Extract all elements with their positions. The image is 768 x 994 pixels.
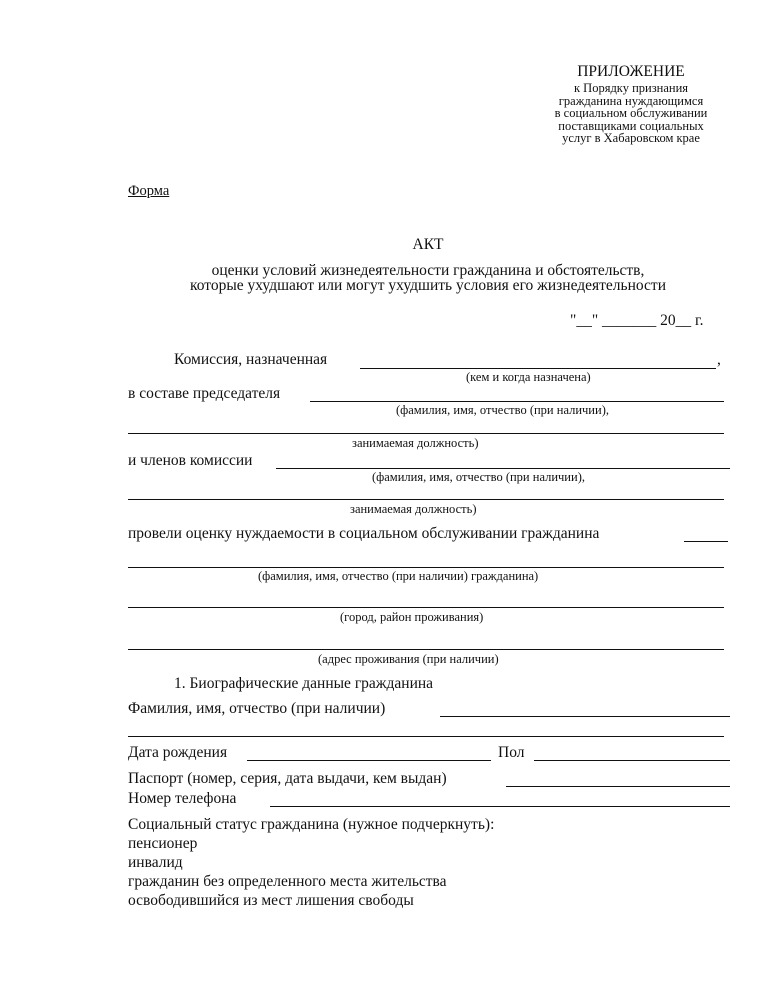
- citizen-caption: (фамилия, имя, отчество (при наличии) гражданина): [258, 569, 539, 583]
- members-name-field[interactable]: [276, 468, 730, 469]
- chair-label: в составе председателя: [128, 385, 281, 402]
- appendix-title: ПРИЛОЖЕНИЕ: [577, 63, 685, 80]
- chair-position-caption: занимаемая должность): [352, 436, 479, 450]
- members-caption: (фамилия, имя, отчество (при наличии),: [372, 470, 585, 484]
- appendix-line-1: к Порядку признания: [573, 81, 689, 95]
- chair-caption: (фамилия, имя, отчество (при наличии),: [396, 403, 609, 417]
- appointed-field[interactable]: [360, 368, 716, 369]
- birth-date-field[interactable]: [247, 760, 491, 761]
- chair-position-field[interactable]: [128, 433, 724, 434]
- passport-field[interactable]: [506, 786, 730, 787]
- act-title: АКТ: [412, 236, 444, 253]
- appendix-block: [520, 62, 742, 145]
- city-caption: (город, район проживания): [340, 610, 484, 624]
- appendix-line-3: в социальном обслуживании: [554, 106, 708, 121]
- status-option-pensioner[interactable]: пенсионер: [128, 835, 198, 852]
- assessment-field-tail[interactable]: [684, 541, 728, 542]
- social-status-label: Социальный статус гражданина (нужное подчеркнуть):: [128, 816, 495, 833]
- birth-label: Дата рождения: [128, 744, 228, 761]
- status-option-disabled[interactable]: инвалид: [128, 854, 183, 871]
- status-option-released[interactable]: освободившийся из мест лишения свободы: [128, 892, 414, 909]
- phone-field[interactable]: [270, 806, 730, 807]
- chair-name-field[interactable]: [310, 401, 724, 402]
- status-option-homeless[interactable]: гражданин без определенного места жительства: [128, 873, 447, 890]
- city-field[interactable]: [128, 607, 724, 608]
- name-label: Фамилия, имя, отчество (при наличии): [128, 700, 386, 717]
- commission-appointed-label: Комиссия, назначенная: [174, 351, 328, 368]
- appointed-comma: ,: [717, 351, 721, 368]
- form-label: Форма: [128, 183, 170, 199]
- section1-heading: 1. Биографические данные гражданина: [174, 675, 434, 692]
- members-position-field[interactable]: [128, 499, 724, 500]
- passport-label: Паспорт (номер, серия, дата выдачи, кем выдан): [128, 770, 447, 787]
- appointed-caption: (кем и когда назначена): [466, 370, 591, 384]
- act-subtitle-line-1: оценки условий жизнедеятельности гражданина и обстоятельств,: [211, 262, 645, 279]
- sex-field[interactable]: [534, 760, 730, 761]
- address-caption: (адрес проживания (при наличии): [318, 652, 499, 666]
- appendix-line-5: услуг в Хабаровском крае: [562, 131, 700, 146]
- full-name-field[interactable]: [440, 716, 730, 717]
- address-field[interactable]: [128, 649, 724, 650]
- act-subtitle-line-2: которые ухудшают или могут ухудшить условия его жизнедеятельности: [189, 277, 666, 294]
- members-label: и членов комиссии: [128, 452, 253, 469]
- full-name-field-continued[interactable]: [128, 736, 724, 737]
- members-position-caption: занимаемая должность): [350, 502, 477, 516]
- sex-label: Пол: [498, 744, 525, 761]
- assessment-label: провели оценку нуждаемости в социальном обслуживании гражданина: [128, 525, 600, 542]
- citizen-name-field[interactable]: [128, 567, 724, 568]
- appendix-line-2: гражданина нуждающимся: [558, 93, 704, 108]
- phone-label: Номер телефона: [128, 790, 237, 807]
- appendix-line-4: поставщиками социальных: [558, 118, 704, 133]
- act-date: "__" _______ 20__ г.: [570, 312, 704, 329]
